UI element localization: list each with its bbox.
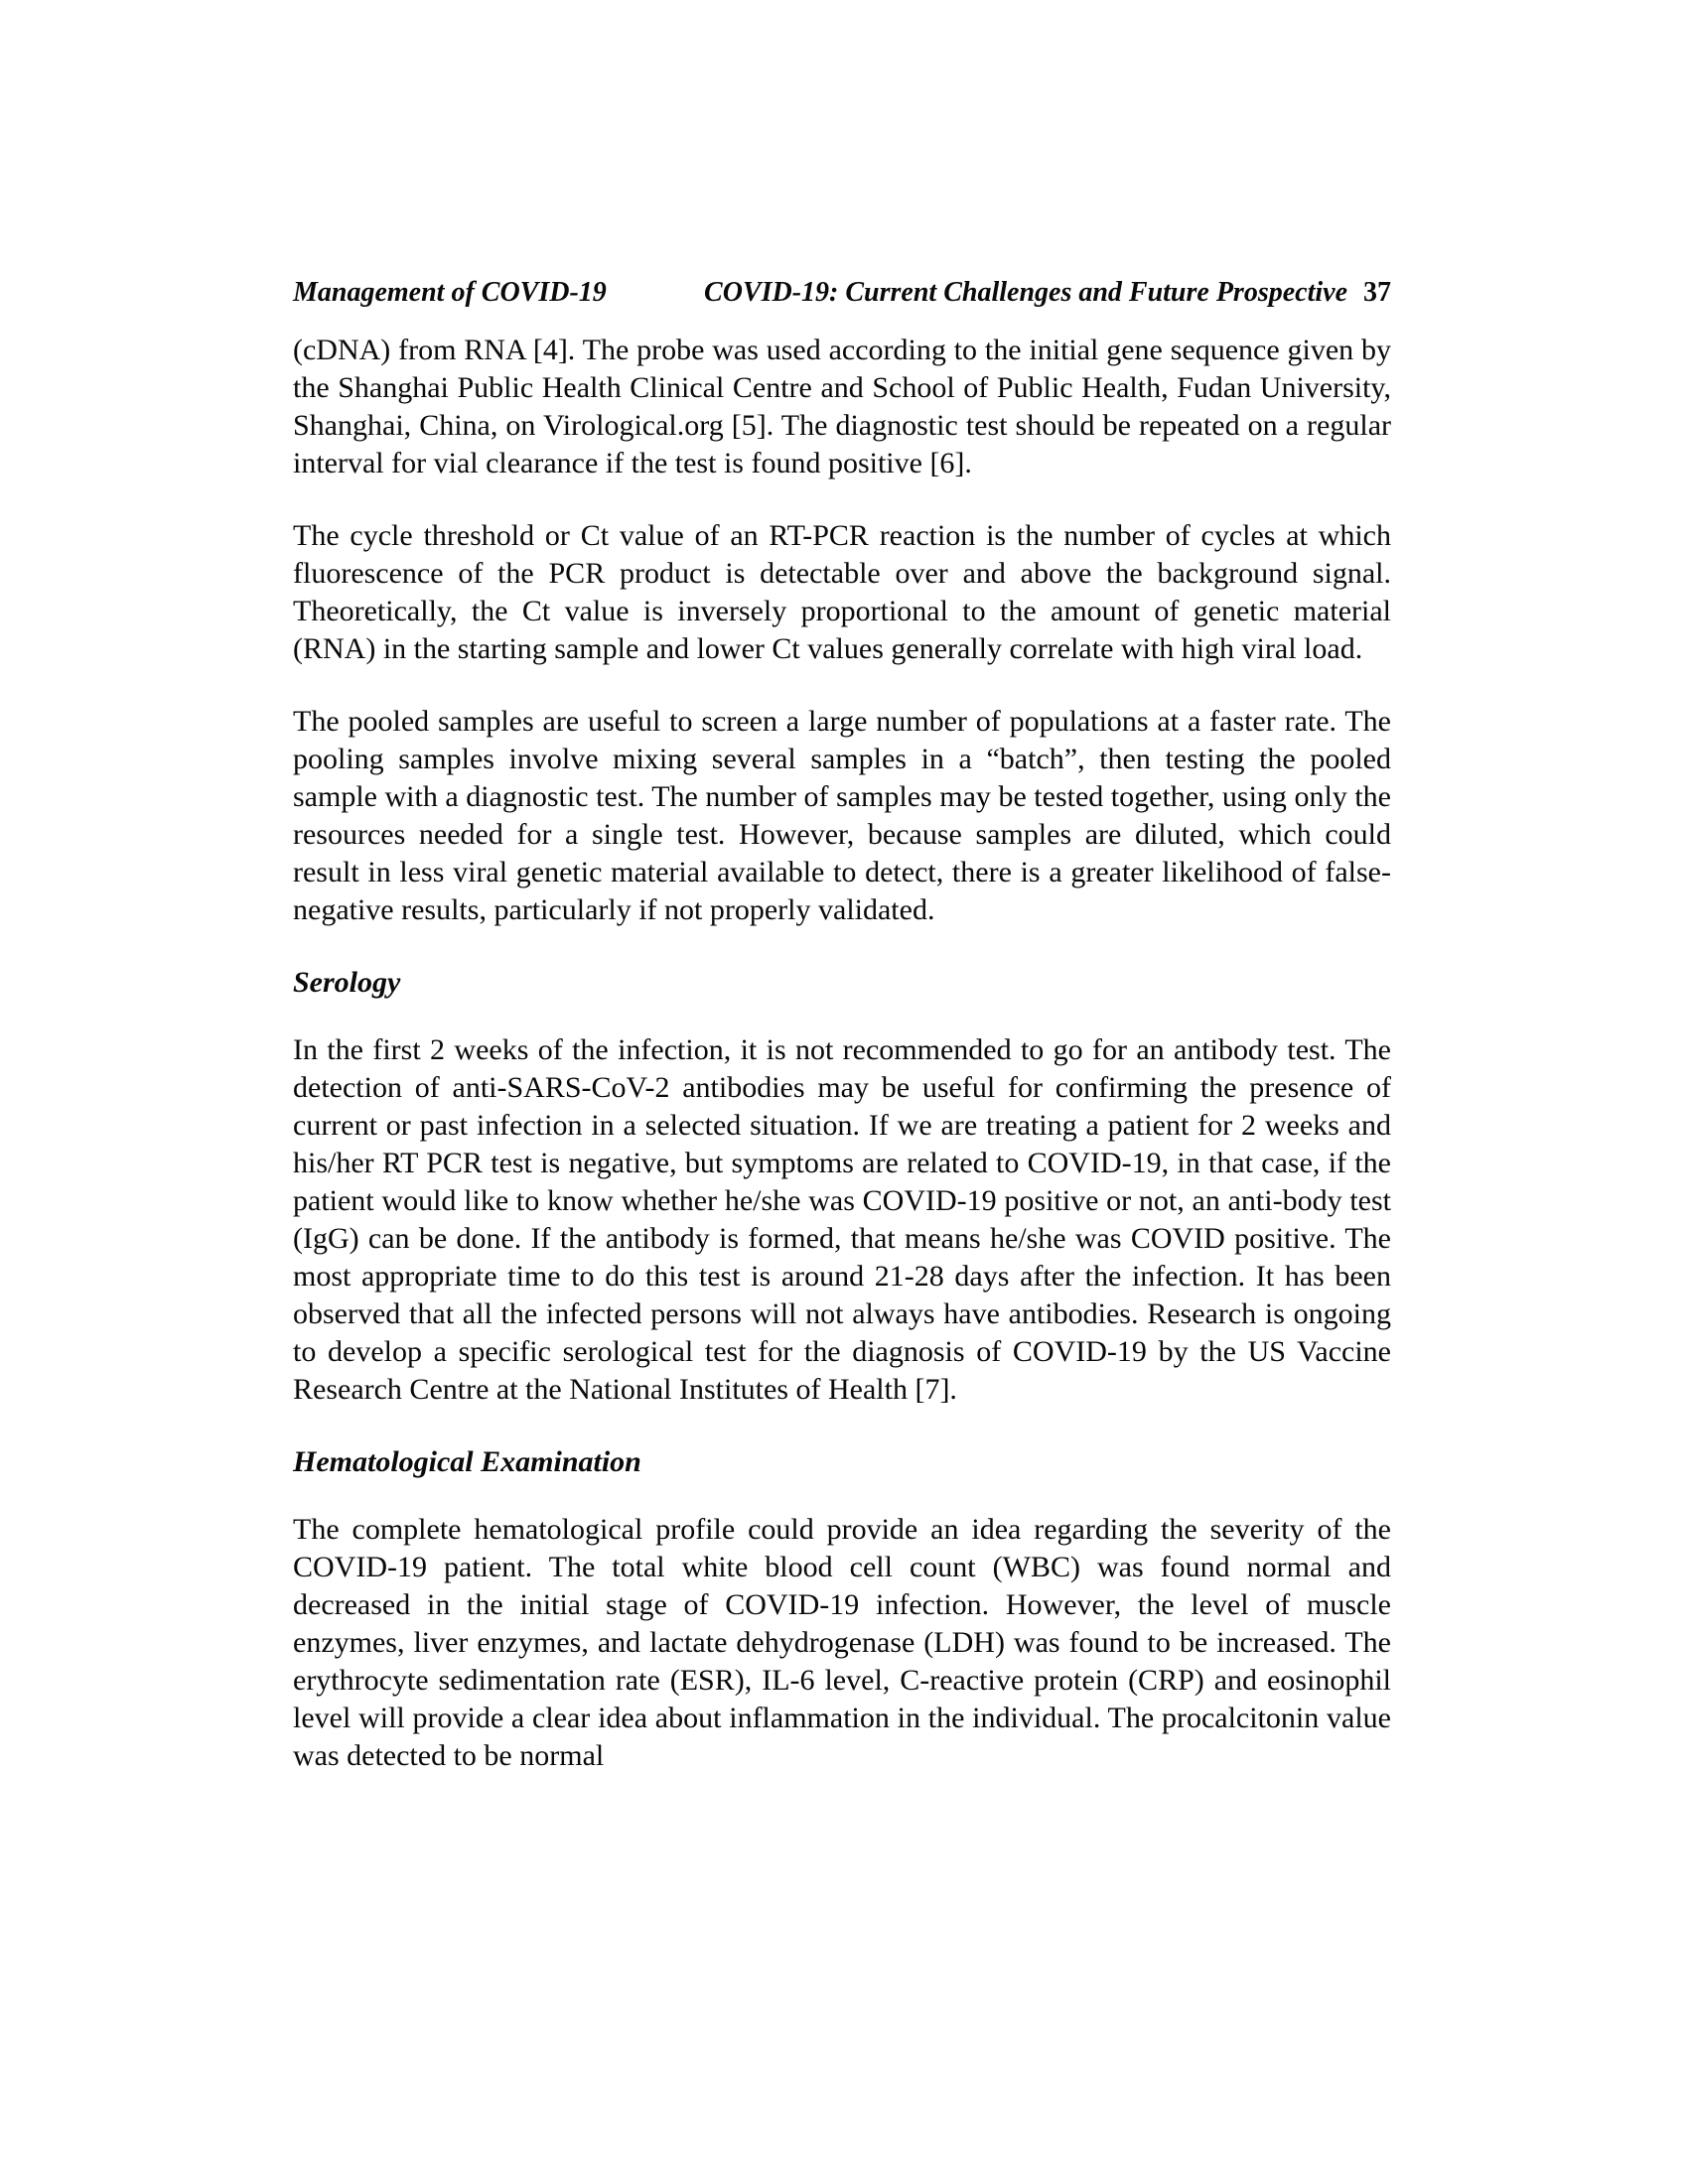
running-header-book-title: Management of COVID-19 <box>293 277 607 308</box>
paragraph-cdna-probe: (cDNA) from RNA [4]. The probe was used according to the initial gene sequence given by the Shanghai Public Health Clinical Centre and School of Public Health, Fudan University, Shanghai, China, on Virological.org [5]. The diagnostic test should be repeated on a regular interval for vial clearance if the test is found positive [6]. <box>293 334 1391 479</box>
page-number: 37 <box>1363 277 1391 308</box>
running-header-chapter-title: COVID-19: Current Challenges and Future Prospective <box>704 277 1347 308</box>
heading-hematological-examination: Hematological Examination <box>293 1445 641 1478</box>
running-header <box>293 276 1391 310</box>
paragraph-hematological-profile: The complete hematological profile could provide an idea regarding the severity of the COVID-19 patient. The total white blood cell count (WBC) was found normal and decreased in the initial stage of COVID-19 infection. However, the level of muscle enzymes, liver enzymes, and lactate dehydrogenase (LDH) was found to be increased. The erythrocyte sedimentation rate (ESR), IL-6 level, C-reactive protein (CRP) and eosinophil level will provide a clear idea about inflammation in the individual. The procalcitonin value was detected to be normal <box>293 1513 1391 1772</box>
paragraph-pooled-samples: The pooled samples are useful to screen a large number of populations at a faster rate. The pooling samples involve mixing several samples in a “batch”, then testing the pooled sample with a diagnostic test. The number of samples may be tested together, using only the resources needed for a single test. However, because samples are diluted, which could result in less viral genetic material available to detect, there is a greater likelihood of false-negative results, particularly if not properly validated. <box>293 705 1391 926</box>
paragraph-cycle-threshold: The cycle threshold or Ct value of an RT-PCR reaction is the number of cycles at which fluorescence of the PCR product is detectable over and above the background signal. Theoretically, the Ct value is inversely proportional to the amount of genetic material (RNA) in the starting sample and lower Ct values generally correlate with high viral load. <box>293 519 1391 665</box>
heading-serology: Serology <box>293 966 401 999</box>
running-header-right <box>704 276 1391 310</box>
page-content <box>293 276 1391 1810</box>
paragraph-antibody-testing: In the first 2 weeks of the infection, it is not recommended to go for an antibody test. The detection of anti-SARS-CoV-2 antibodies may be useful for confirming the presence of current or past infection in a selected situation. If we are treating a patient for 2 weeks and his/her RT PCR test is negative, but symptoms are related to COVID-19, in that case, if the patient would like to know whether he/she was COVID-19 positive or not, an anti-body test (IgG) can be done. If the antibody is formed, that means he/she was COVID positive. The most appropriate time to do this test is around 21-28 days after the infection. It has been observed that all the infected persons will not always have antibodies. Research is ongoing to develop a specific serological test for the diagnosis of COVID-19 by the US Vaccine Research Centre at the National Institutes of Health [7]. <box>293 1033 1391 1406</box>
